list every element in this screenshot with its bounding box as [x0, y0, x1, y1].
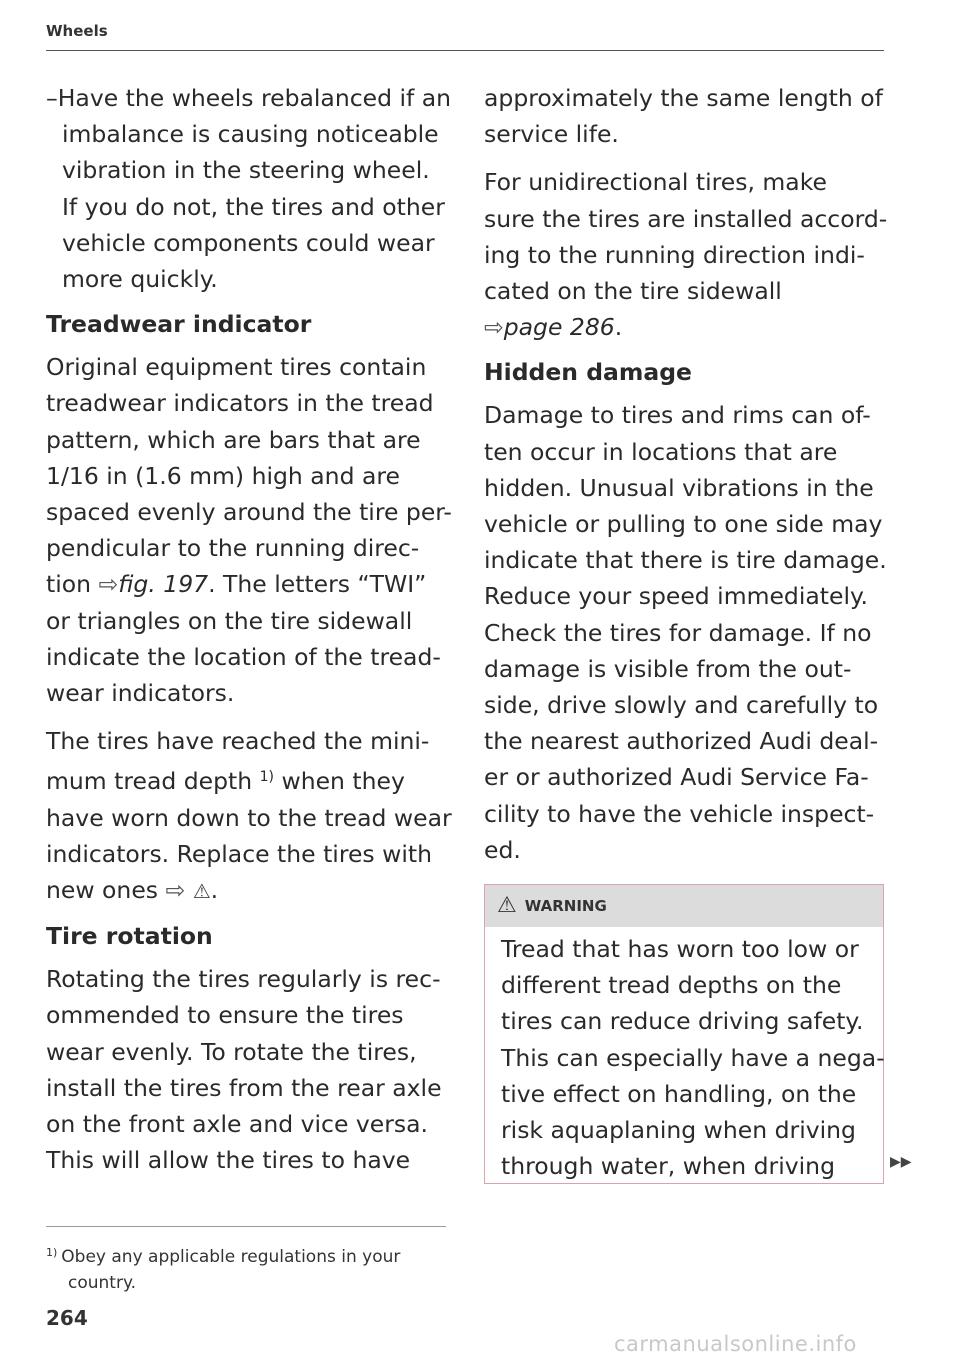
text-line: Check the tires for damage. If no	[484, 618, 872, 647]
warning-reference-link[interactable]	[166, 876, 211, 904]
text-line	[46, 872, 466, 909]
text-line: tive effect on handling, on the	[501, 1079, 857, 1108]
hidden-damage-heading: Hidden damage	[484, 358, 693, 387]
text-line: indicators. Replace the tires with	[46, 839, 433, 868]
treadwear-heading: Treadwear indicator	[46, 310, 312, 339]
text-line: spaced evenly around the tire per-	[46, 498, 452, 527]
text-line: –Have the wheels rebalanced if an	[46, 84, 452, 112]
warning-header	[485, 885, 883, 927]
service-life-paragraph	[484, 80, 884, 152]
figure-reference-link[interactable]	[99, 570, 209, 598]
text-line: For unidirectional tires, make	[484, 168, 827, 197]
unidirectional-paragraph	[484, 164, 888, 345]
watermark: carmanualsonline.info	[614, 1332, 857, 1356]
text-line: cility to have the vehicle inspect-	[484, 799, 875, 828]
footnote-rule	[46, 1226, 446, 1227]
text-line: wear evenly. To rotate the tires,	[46, 1037, 417, 1066]
text-line	[46, 759, 466, 799]
page-number: 264	[46, 1306, 88, 1330]
text-line: If you do not, the tires and other	[62, 192, 445, 221]
footnote-marker: 1)	[46, 1246, 58, 1259]
text-line	[484, 309, 884, 345]
continue-arrow-icon: ▶▶	[890, 1154, 912, 1170]
text-line: through water, when driving	[501, 1152, 835, 1181]
text-line: on the front axle and vice versa.	[46, 1110, 429, 1139]
arrow-right-icon: ⇨	[484, 313, 504, 342]
text-line: Tread that has worn too low or	[501, 935, 859, 963]
footnote-line	[46, 1240, 456, 1270]
tire-rotation-heading: Tire rotation	[46, 922, 213, 951]
text-line: approximately the same length of	[484, 84, 883, 112]
text-line: the nearest authorized Audi deal-	[484, 727, 879, 756]
right-column	[484, 80, 888, 880]
text-line: This will allow the tires to have	[46, 1146, 411, 1175]
text-line: Rotating the tires regularly is rec-	[46, 965, 441, 994]
text-line	[46, 566, 466, 602]
footnote-line: country.	[68, 1273, 136, 1293]
text-line: more quickly.	[62, 265, 218, 294]
text-line: ed.	[484, 835, 521, 864]
text-line: The tires have reached the mini-	[46, 727, 430, 756]
text-line: risk aquaplaning when driving	[501, 1116, 856, 1145]
text-line: damage is visible from the out-	[484, 654, 852, 683]
text-line: indicate that there is tire damage.	[484, 546, 887, 575]
arrow-right-icon: ⇨	[165, 876, 186, 905]
running-header: Wheels	[46, 22, 108, 40]
text-line: tires can reduce driving safety.	[501, 1007, 864, 1036]
text-line: indicate the location of the tread-	[46, 642, 441, 671]
text-fragment: . The letters “TWI”	[208, 570, 427, 599]
text-line: pattern, which are bars that are	[46, 425, 421, 454]
warning-triangle-icon: ⚠	[497, 893, 517, 918]
text-fragment: .	[210, 876, 219, 905]
tread-depth-paragraph	[46, 723, 466, 909]
footnote-marker: 1)	[259, 769, 274, 786]
arrow-right-icon: ⇨	[98, 570, 119, 599]
text-line: er or authorized Audi Service Fa-	[484, 763, 869, 792]
text-line: vibration in the steering wheel.	[62, 156, 430, 185]
text-line: service life.	[484, 120, 619, 149]
text-line: vehicle components could wear	[62, 228, 435, 257]
text-line: hidden. Unusual vibrations in the	[484, 473, 874, 502]
text-fragment: new ones	[46, 876, 166, 905]
text-line: install the tires from the rear axle	[46, 1073, 442, 1102]
treadwear-paragraph	[46, 349, 466, 711]
text-fragment: when they	[274, 767, 405, 796]
text-line: vehicle or pulling to one side may	[484, 510, 883, 539]
text-line: ing to the running direction indi-	[484, 240, 865, 269]
header-rule	[46, 50, 884, 51]
text-fragment: .	[614, 313, 623, 342]
text-line: 1/16 in (1.6 mm) high and are	[46, 461, 400, 490]
text-line: imbalance is causing noticeable	[62, 120, 439, 149]
text-line: sure the tires are installed accord-	[484, 204, 888, 233]
text-line: Original equipment tires contain	[46, 353, 427, 382]
warning-box	[484, 884, 884, 1184]
text-fragment: mum tread depth	[46, 767, 260, 796]
page-reference-label: page 286	[503, 313, 615, 342]
footnote-text: Obey any applicable regulations in your	[61, 1247, 401, 1267]
text-line: different tread depths on the	[501, 971, 842, 1000]
hidden-damage-paragraph	[484, 397, 887, 868]
text-line: Reduce your speed immediately.	[484, 582, 869, 611]
text-line: Damage to tires and rims can of-	[484, 401, 871, 430]
text-line: have worn down to the tread wear	[46, 803, 452, 832]
footnote	[46, 1240, 456, 1296]
text-fragment: tion	[46, 570, 99, 599]
text-line: ten occur in locations that are	[484, 437, 838, 466]
text-line: wear indicators.	[46, 679, 235, 708]
page-reference-link[interactable]	[484, 313, 615, 341]
text-line: ommended to ensure the tires	[46, 1001, 404, 1030]
warning-body	[485, 927, 883, 1184]
text-line: or triangles on the tire sidewall	[46, 606, 413, 635]
text-line: This can especially have a nega-	[501, 1043, 885, 1072]
warning-triangle-icon: ⚠	[192, 879, 211, 904]
left-column	[46, 80, 466, 1190]
text-line: cated on the tire sidewall	[484, 277, 782, 306]
text-line: pendicular to the running direc-	[46, 534, 420, 563]
rebalance-paragraph	[46, 80, 466, 297]
figure-reference-label: fig. 197	[118, 570, 209, 599]
warning-title: WARNING	[524, 897, 607, 915]
rotation-paragraph	[46, 961, 466, 1178]
text-line: treadwear indicators in the tread	[46, 389, 434, 418]
text-line: side, drive slowly and carefully to	[484, 691, 879, 720]
